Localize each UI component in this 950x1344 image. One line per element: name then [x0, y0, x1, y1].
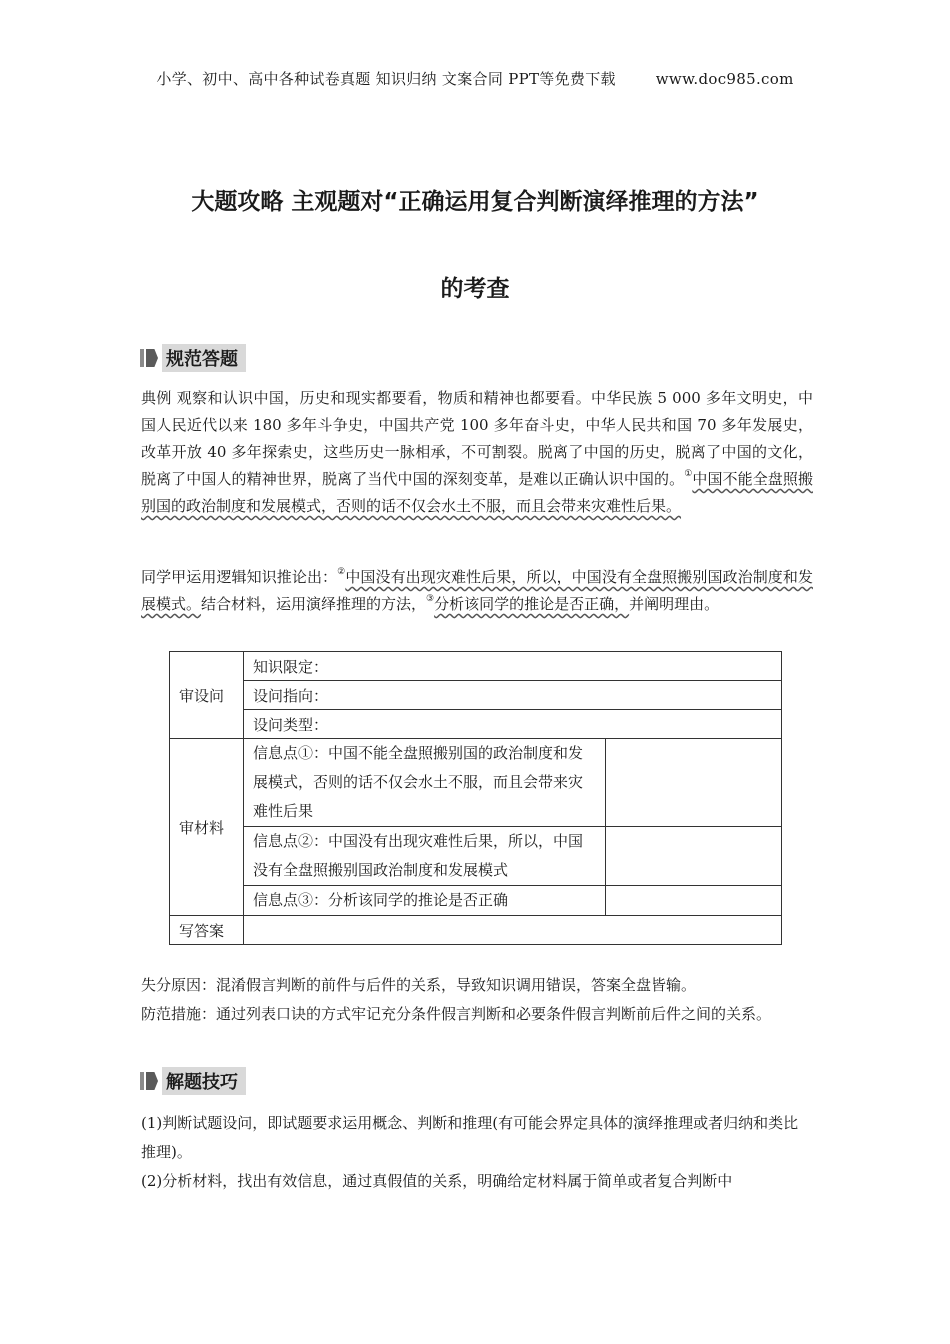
table-row [170, 827, 782, 886]
marker-1: ① [684, 469, 693, 479]
student-paragraph [141, 564, 813, 618]
section-label: 解题技巧 [162, 1067, 246, 1095]
section-marker-icon [140, 349, 144, 367]
info-point-3: 信息点③：分析该同学的推论是否正确 [244, 886, 606, 916]
key-sentence-1: 中国不能全盘照搬别国的政治制度和发展模式，否则的话不仅会水土不服，而且会带来灾难性后果。 [141, 470, 813, 515]
student-intro: 同学甲运用逻辑知识推论出： [141, 568, 338, 586]
student-requirement: 结合材料，运用演绎推理的方法， [201, 595, 427, 613]
page-header [0, 68, 950, 89]
example-paragraph [141, 385, 813, 520]
answer-area [244, 916, 782, 945]
header-text: 小学、初中、高中各种试卷真题 知识归纳 文案合同 PPT等免费下载 [156, 70, 616, 88]
info-point-2: 信息点②：中国没有出现灾难性后果，所以，中国没有全盘照搬别国政治制度和发展模式 [244, 827, 606, 886]
section-arrow-icon [146, 1072, 158, 1090]
marker-2: ② [337, 567, 346, 577]
category-material: 审材料 [170, 739, 244, 916]
table-row [170, 710, 782, 739]
loss-reason: 失分原因：混淆假言判断的前件与后件的关系，导致知识调用错误，答案全盘皆输。 [141, 976, 697, 994]
section-heading-standard-answer [140, 345, 246, 371]
category-answer: 写答案 [170, 916, 244, 945]
question-knowledge: 知识限定： [244, 652, 782, 681]
header-site-link[interactable]: www.doc985.com [655, 70, 794, 88]
question-type: 设问类型： [244, 710, 782, 739]
title-line-2: 的考查 [440, 276, 510, 302]
info-point-1: 信息点①：中国不能全盘照搬别国的政治制度和发展模式，否则的话不仅会水土不服，而且会带来灾难性后果 [244, 739, 606, 827]
section-heading-tips [140, 1068, 246, 1094]
analysis-table [169, 651, 782, 945]
example-text: 典例 观察和认识中国，历史和现实都要看，物质和精神也都要看。中华民族 5 000 多年文明史，中国人民近代以来 180 多年斗争史，中国共产党 100 多年奋斗史，中华人民共和国 70 多年发展史，改革开放 40 多年探索史，这些历史一脉相承，不可割裂。脱离了中国的历史，脱离了中国的文化，脱离了中国人的精神世界，脱离了当代中国的深刻变革，是难以正确认识中国的。 [141, 389, 813, 488]
title-line-1: 大题攻略 主观题对“正确运用复合判断演绎推理的方法” [191, 189, 759, 215]
key-sentence-2: 中国没有出现灾难性后果，所以，中国没有全盘照搬别国政治制度和发展模式。 [141, 568, 813, 613]
table-row [170, 739, 782, 827]
prevention-measures: 防范措施：通过列表口诀的方式牢记充分条件假言判断和必要条件假言判断前后件之间的关系。 [141, 1005, 772, 1023]
answer-cell-3 [606, 886, 782, 916]
table-row [170, 916, 782, 945]
section-label: 规范答题 [162, 344, 246, 372]
table-row [170, 652, 782, 681]
answer-cell-1 [606, 739, 782, 827]
tip-2: (2)分析材料，找出有效信息，通过真假值的关系，明确给定材料属于简单或者复合判断中 [141, 1172, 733, 1190]
marker-3: ③ [426, 594, 435, 604]
question-direction: 设问指向： [244, 681, 782, 710]
table-row [170, 681, 782, 710]
answer-cell-2 [606, 827, 782, 886]
table-row [170, 886, 782, 916]
category-question: 审设问 [170, 652, 244, 739]
tip-1: (1)判断试题设问，即试题要求运用概念、判断和推理(有可能会界定具体的演绎推理或者归纳和类比推理)。 [141, 1114, 799, 1161]
section-arrow-icon [146, 349, 158, 367]
student-ending: 并阐明理由。 [629, 595, 720, 613]
key-sentence-3: 分析该同学的推论是否正确， [434, 595, 630, 613]
section-marker-icon [140, 1072, 144, 1090]
